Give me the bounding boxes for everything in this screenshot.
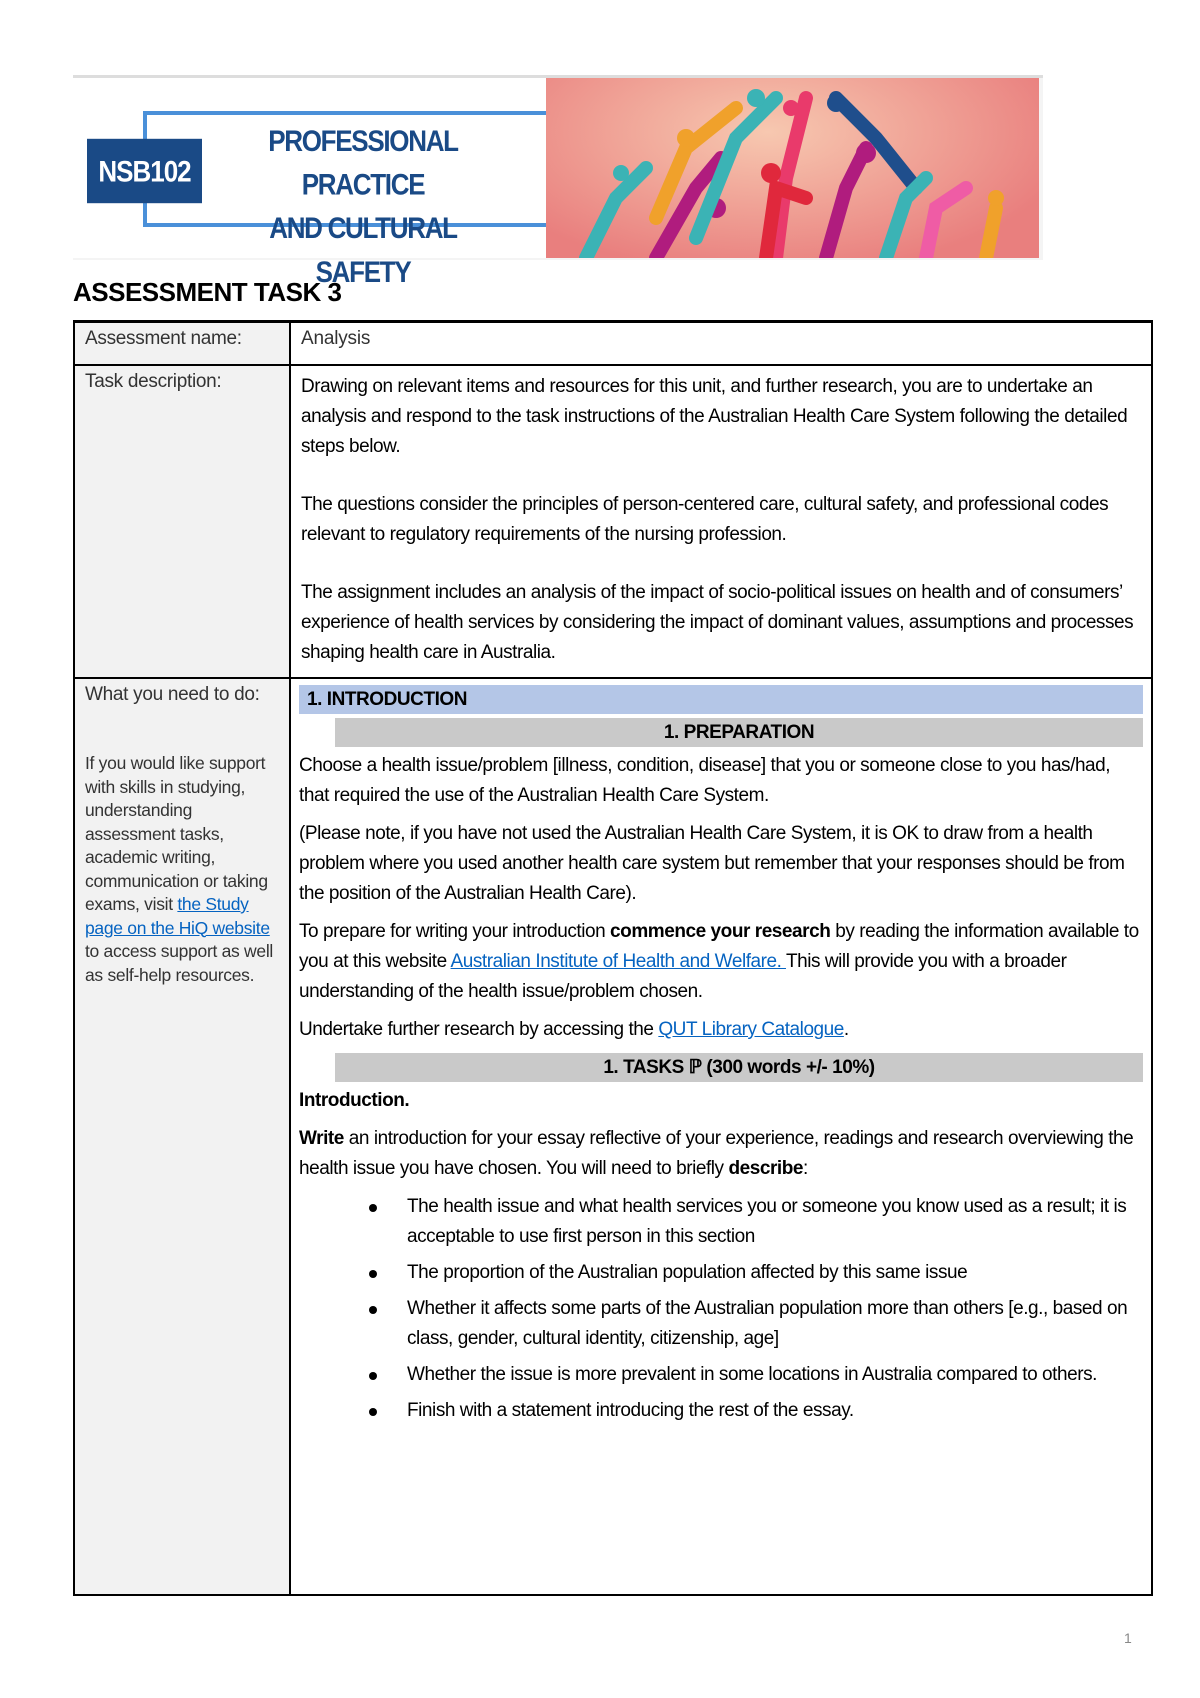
assessment-name-value: Analysis <box>301 328 371 349</box>
list-item: Whether it affects some parts of the Australian population more than others [e.g., based on class, gender, cultural identity, citizenship, age] <box>369 1294 1143 1354</box>
unit-code: NSB102 <box>87 139 202 203</box>
aihw-link[interactable]: Australian Institute of Health and Welfare. <box>450 951 786 972</box>
support-text <box>85 752 279 987</box>
todo-cell <box>75 679 291 1594</box>
unit-title-line2: AND CULTURAL SAFETY <box>269 210 457 289</box>
task-description-label: Task description: <box>75 366 291 678</box>
instruction-paragraph <box>299 917 1143 1007</box>
list-item: Finish with a statement introducing the rest of the essay. <box>369 1396 1143 1426</box>
instruction-paragraph <box>299 1015 1143 1045</box>
instructions-cell <box>291 679 1151 1594</box>
description-paragraph: The questions consider the principles of person-centered care, cultural safety, and professional codes relevant to regulatory requirements of the nursing profession. <box>301 494 1109 545</box>
todo-label: What you need to do: <box>85 684 260 705</box>
task-description <box>291 366 1151 678</box>
page-heading: ASSESSMENT TASK 3 <box>73 277 342 307</box>
people-illustration <box>546 78 1039 258</box>
text-bold: Write <box>299 1128 344 1149</box>
instruction-paragraph: (Please note, if you have not used the Australian Health Care System, it is OK to draw from a health problem where you used another health care system but remember that your responses should be from the position of the Australian Health Care). <box>299 823 1125 904</box>
list-item: The proportion of the Australian population affected by this same issue <box>369 1258 1143 1288</box>
text-bold: commence your research <box>610 921 831 942</box>
qut-library-link[interactable]: QUT Library Catalogue <box>658 1019 844 1040</box>
instruction-paragraph: Choose a health issue/problem [illness, condition, disease] that you or someone close to you has/had, that required the use of the Australian Health Care System. <box>299 755 1111 806</box>
assessment-table <box>73 320 1153 1596</box>
assessment-name-label: Assessment name: <box>75 323 291 364</box>
requirements-list <box>369 1192 1143 1426</box>
text: Undertake further research by accessing the <box>299 1019 659 1040</box>
text: To prepare for writing your introduction <box>299 921 611 942</box>
description-paragraph: Drawing on relevant items and resources for this unit, and further research, you are to undertake an analysis and respond to the task instructions of the Australian Health Care System following the detailed steps below. <box>301 376 1128 457</box>
tasks-heading: 1. TASKS ℙ (300 words +/- 10%) <box>335 1053 1143 1082</box>
support-tail: to access support as well as self-help resources. <box>85 941 274 985</box>
list-item: The health issue and what health services you or someone you know used as a result; it is acceptable to use first person in this section <box>369 1192 1143 1252</box>
text-bold: describe <box>728 1158 804 1179</box>
instruction-paragraph <box>299 1124 1143 1184</box>
hiq-study-link[interactable]: the Study page on the HiQ website <box>85 894 270 938</box>
text: : <box>803 1158 808 1179</box>
unit-title <box>223 119 503 294</box>
page-number: 1 <box>1124 1630 1132 1646</box>
text: an introduction for your essay reflective of your experience, readings and research overviewing the health issue you have chosen. You will need to briefly <box>299 1128 1134 1179</box>
unit-title-line1: PROFESSIONAL PRACTICE <box>268 123 458 202</box>
description-paragraph: The assignment includes an analysis of the impact of socio-political issues on health and of consumers’ experience of health services by considering the impact of dominant values, assumptions and processes shaping health care in Australia. <box>301 582 1134 663</box>
text: . <box>843 1019 849 1040</box>
preparation-heading: 1. PREPARATION <box>335 718 1143 747</box>
list-item: Whether the issue is more prevalent in some locations in Australia compared to others. <box>369 1360 1143 1390</box>
introduction-label: Introduction. <box>299 1090 410 1111</box>
unit-banner <box>73 75 1043 289</box>
introduction-heading: 1. INTRODUCTION <box>299 685 1143 714</box>
text: This will provide you with a broader understanding of the health issue/problem chosen. <box>299 951 1067 1002</box>
text: by reading the information available to you at this website <box>299 921 1139 972</box>
support-intro: If you would like support with skills in studying, understanding assessment tasks, academic writing, communication or taking exams, visit <box>85 753 268 914</box>
